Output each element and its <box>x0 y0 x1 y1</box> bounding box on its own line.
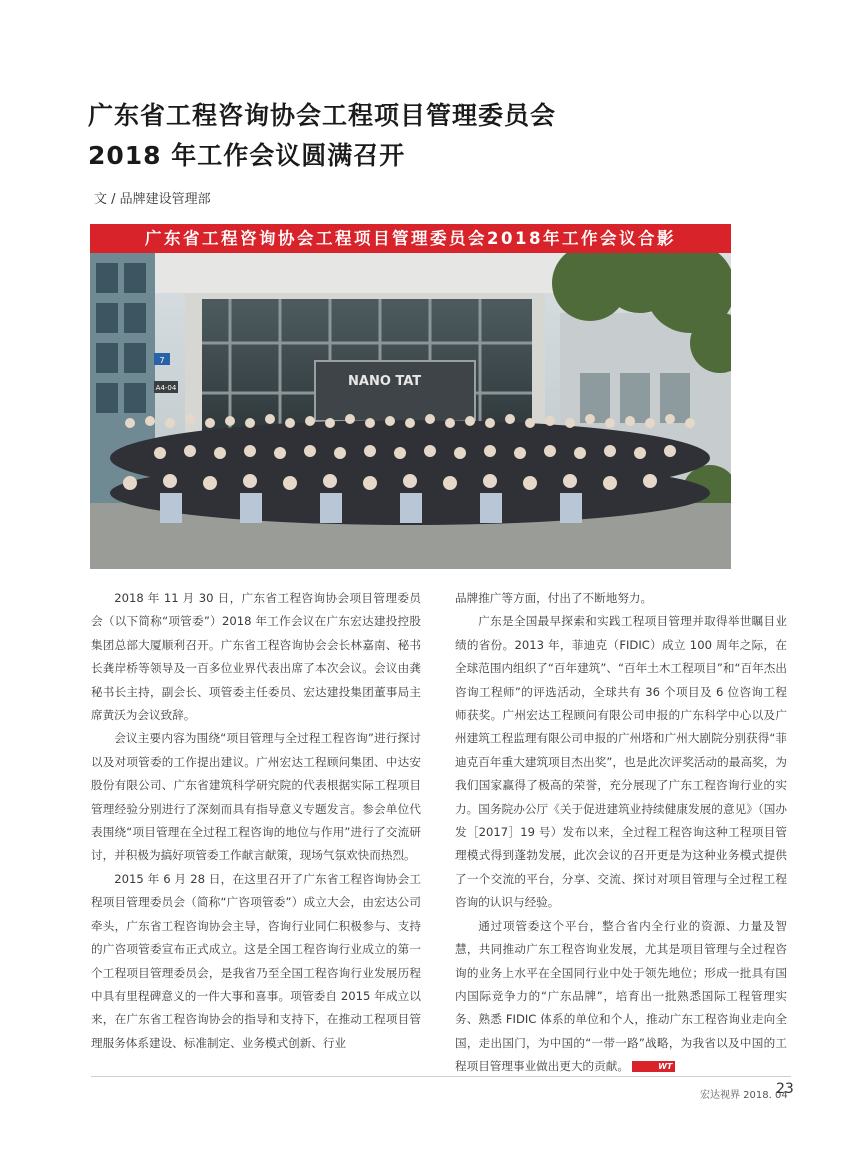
left-paragraph-2: 会议主要内容为围绕“项目管理与全过程工程咨询”进行探讨以及对项管委的工作提出建议。广州宏达工程顾问集团、中达安股份有限公司、广东省建筑科学研究院的代表根据实际工程项目管理经验分别进行了深刻而具有指导意义专题发言。参会单位代表围绕“项目管理在全过程工程咨询的地位与作用”进行了交流研讨，并积极为搞好项管委工作献言献策，现场气氛欢快而热烈。 <box>91 731 421 863</box>
author-byline: 文 / 品牌建设管理部 <box>94 192 211 207</box>
end-mark-logo: WT <box>632 1061 675 1072</box>
sign-number: 7 <box>159 356 165 365</box>
building-number: A4-04 <box>155 384 177 392</box>
building-sign: NANO TAT <box>348 374 422 389</box>
left-paragraph-1: 2018 年 11 月 30 日，广东省工程咨询协会项目管理委员会（以下简称“项管委”）2018 年工作会议在广东宏达建投控股集团总部大厦顺利召开。广东省工程咨询协会会长林嘉南、秘书长龚岸桥等领导及一百多位业界代表出席了本次会议。会议由龚秘书长主持，副会长、项管委主任委员、宏达建投集团董事局主席黄沃为会议致辞。 <box>91 591 421 723</box>
right-continuation: 品牌推广等方面，付出了不断地努力。 <box>455 591 653 605</box>
group-photo <box>90 253 731 569</box>
article-title <box>88 96 768 176</box>
page-number: 23 <box>776 1081 794 1097</box>
left-column <box>91 587 421 1055</box>
title-line-2: 2018 年工作会议圆满召开 <box>88 141 406 170</box>
right-paragraph-3-text: 通过项管委这个平台，整合省内全行业的资源、力量及智慧，共同推动广东工程咨询业发展，尤其是项目管理与全过程咨询的业务上水平在全国同行业中处于领先地位；形成一批具有国内国际竞争力的“广东品牌”，培育出一批熟悉国际工程管理实务、熟悉 FIDIC 体系的单位和个人，推动广东工程咨询业走向全国，走出国门，为中国的“一带一路”战略，为我省以及中国的工程项目管理事业做出更大的贡献。 <box>455 918 787 1074</box>
title-line-1: 广东省工程咨询协会工程项目管理委员会 <box>88 101 557 130</box>
footer-divider <box>91 1076 791 1077</box>
left-paragraph-3: 2015 年 6 月 28 日，在这里召开了广东省工程咨询协会工程项目管理委员会（简称“广咨项管委”）成立大会，由宏达公司牵头，广东省工程咨询协会主导，咨询行业同仁积极参与、支持的广咨项管委宣布正式成立。这是全国工程咨询行业成立的第一个工程项目管理委员会，是我省乃至全国工程咨询行业发展历程中具有里程碑意义的一件大事和喜事。项管委自 2015 年成立以来，在广东省工程咨询协会的指导和支持下，在推动工程项目管理服务体系建设、标准制定、业务模式创新、行业 <box>91 871 421 1050</box>
right-paragraph-3 <box>455 915 787 1079</box>
right-column <box>455 587 787 1079</box>
journal-issue: 宏达视界 2018. 04 <box>700 1090 788 1101</box>
photo-caption-banner: 广东省工程咨询协会工程项目管理委员会2018年工作会议合影 <box>90 224 731 253</box>
right-paragraph-2: 广东是全国最早探索和实践工程项目管理并取得举世瞩目业绩的省份。2013 年，菲迪克（FIDIC）成立 100 周年之际，在全球范围内组织了“百年建筑”、“百年土木工程项目”和“百年杰出咨询工程师”的评选活动，全球共有 36 个项目及 6 位咨询工程师获奖。广州宏达工程顾问有限公司申报的广东科学中心以及广州建筑工程监理有限公司申报的广州塔和广州大剧院分别获得“菲迪克百年重大建筑项目杰出奖”，也是此次评奖活动的最高奖，为我们国家赢得了极高的荣誉，充分展现了广东工程咨询行业的实力。国务院办公厅《关于促进建筑业持续健康发展的意见》（国办发［2017］19 号）发布以来，全过程工程咨询这种工程项目管理模式得到蓬勃发展，此次会议的召开更是为这种业务模式提供了一个交流的平台，分享、交流、探讨对项目管理与全过程工程咨询的认识与经验。 <box>455 614 787 910</box>
